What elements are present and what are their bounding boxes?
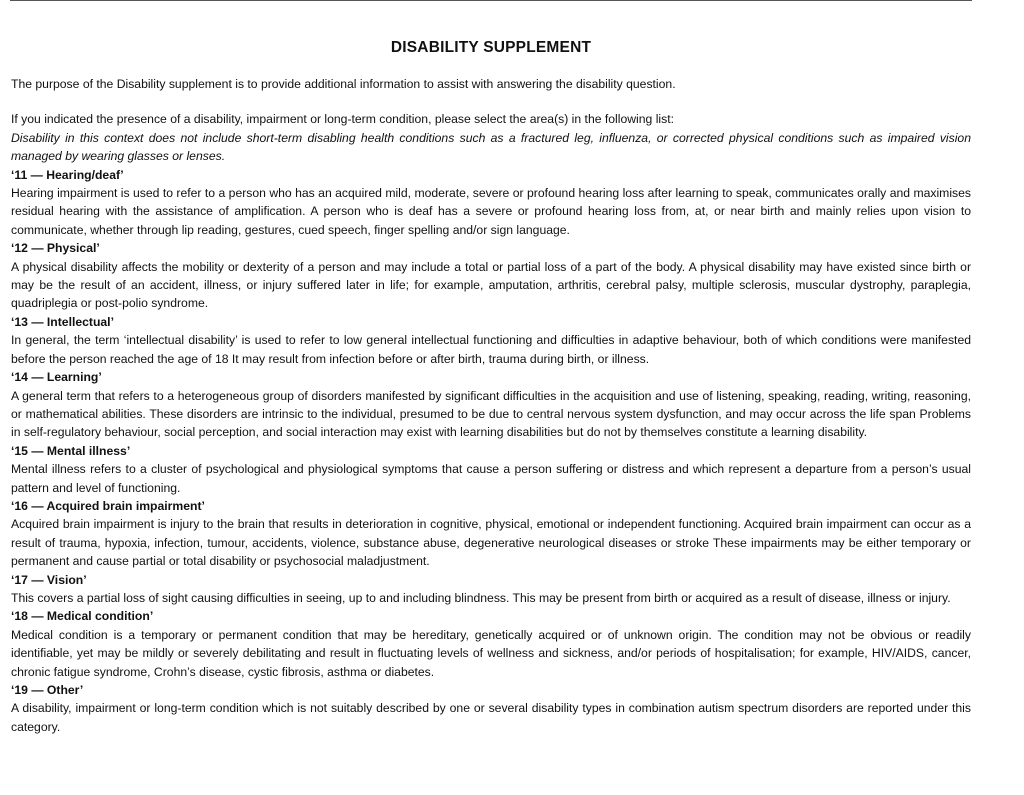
- category-heading: ‘12 — Physical’: [11, 241, 100, 256]
- category-heading: ‘13 — Intellectual’: [11, 314, 114, 329]
- document-title: DISABILITY SUPPLEMENT: [390, 39, 592, 56]
- top-rule: [10, 0, 972, 1]
- category-heading: ‘11 — Hearing/deaf’: [11, 167, 124, 182]
- category-description: Medical condition is a temporary or permanent condition that may be hereditary, genetically acquired or of unknown origin. The condition may not be obvious or readily identifiable, yet may be mildly or severely debilitating and result in fluctuating levels of wellness and sickness, and/or periods of hospitalisation; for example, HIV/AIDS, cancer, chronic fatigue syndrome, Crohn’s disease, cystic fibrosis, asthma or diabetes.: [11, 627, 971, 679]
- category-intellectual: [11, 313, 971, 368]
- category-description: Mental illness refers to a cluster of psychological and physiological symptoms that cause a person suffering or distress and which represent a departure from a person’s usual pattern and level of functioning.: [11, 462, 971, 495]
- category-heading: ‘15 — Mental illness’: [11, 443, 131, 458]
- category-hearing-deaf: [11, 166, 971, 240]
- category-description: A disability, impairment or long-term condition which is not suitably described by one or several disability types in combination autism spectrum disorders are reported under this category.: [11, 701, 971, 734]
- category-learning: [11, 368, 971, 442]
- document-page: [11, 38, 971, 736]
- category-description: This covers a partial loss of sight causing difficulties in seeing, up to and including blindness. This may be present from birth or acquired as a result of disease, illness or injury.: [11, 590, 951, 605]
- purpose-paragraph: The purpose of the Disability supplement is to provide additional information to assist with answering the disability question.: [11, 77, 676, 91]
- disability-context-note: Disability in this context does not include short-term disabling health conditions such as a fractured leg, influenza, or corrected physical conditions such as impaired vision managed by wearing glasses or lenses.: [11, 130, 971, 164]
- category-other: [11, 681, 971, 736]
- category-vision: [11, 571, 971, 608]
- category-mental-illness: [11, 442, 971, 497]
- category-physical: [11, 239, 971, 313]
- category-description: Hearing impairment is used to refer to a person who has an acquired mild, moderate, severe or profound hearing loss after learning to speak, communicates orally and maximises residual hearing with the assistance of amplification. A person who is deaf has a severe or profound hearing loss from, at, or near birth and mainly relies upon vision to communicate, whether through lip reading, gestures, cued speech, finger spelling and/or sign language.: [11, 186, 971, 237]
- category-heading: ‘16 — Acquired brain impairment’: [11, 498, 205, 513]
- category-description: A general term that refers to a heterogeneous group of disorders manifested by significant difficulties in the acquisition and use of listening, speaking, reading, writing, reasoning, or mathematical abilities. These disorders are intrinsic to the individual, presumed to be due to central nervous system dysfunction, and may occur across the life span Problems in self-regulatory behaviour, social perception, and social interaction may exist with learning disabilities but do not by themselves constitute a learning disability.: [11, 388, 971, 440]
- category-heading: ‘18 — Medical condition’: [11, 609, 154, 624]
- category-description: Acquired brain impairment is injury to the brain that results in deterioration in cognitive, physical, emotional or independent functioning. Acquired brain impairment can occur as a result of trauma, hypoxia, infection, tumour, accidents, violence, substance abuse, degenerative neurological diseases or stroke These impairments may be either temporary or permanent and cause partial or total disability or psychosocial maladjustment.: [11, 517, 971, 569]
- category-description: A physical disability affects the mobility or dexterity of a person and may include a total or partial loss of a part of the body. A physical disability may have existed since birth or may be the result of an accident, illness, or injury suffered later in life; for example, amputation, arthritis, cerebral palsy, multiple sclerosis, muscular dystrophy, paraplegia, quadriplegia or post-polio syndrome.: [11, 259, 971, 311]
- category-heading: ‘17 — Vision’: [11, 572, 87, 587]
- category-acquired-brain-impairment: [11, 497, 971, 571]
- category-medical-condition: [11, 607, 971, 681]
- category-heading: ‘14 — Learning’: [11, 370, 102, 385]
- instruction-paragraph: If you indicated the presence of a disability, impairment or long-term condition, please select the area(s) in the following list:: [11, 112, 674, 127]
- category-heading: ‘19 — Other’: [11, 683, 84, 697]
- category-description: In general, the term ‘intellectual disability’ is used to refer to low general intellectual functioning and difficulties in adaptive behaviour, both of which conditions were manifested before the person reached the age of 18 It may result from infection before or after birth, trauma during birth, or illness.: [11, 333, 971, 366]
